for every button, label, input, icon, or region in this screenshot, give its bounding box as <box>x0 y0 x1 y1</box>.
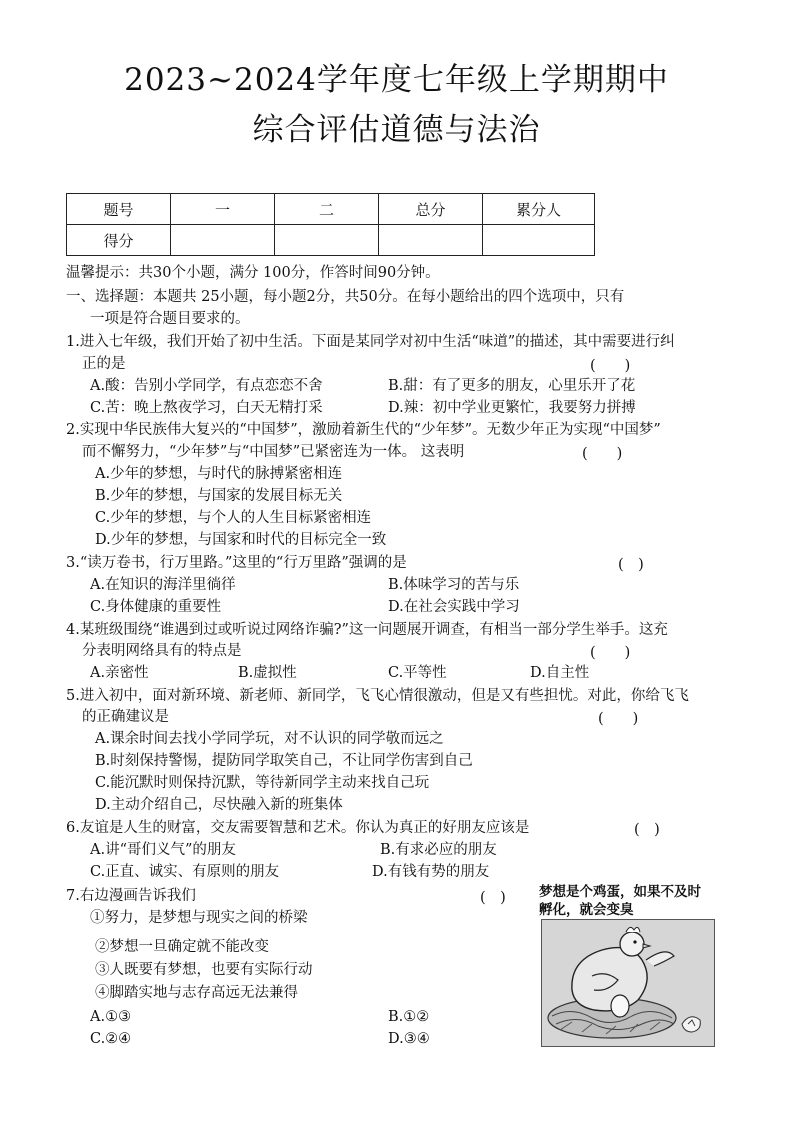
hen-comb <box>626 927 640 932</box>
option-a[interactable]: A.酸：告别小学同学，有点恋恋不舍 <box>90 378 323 394</box>
cartoon-caption <box>539 883 729 919</box>
option-a[interactable]: A.讲“哥们义气”的朋友 <box>90 842 236 858</box>
option-d[interactable]: D.自主性 <box>530 665 590 681</box>
option-c[interactable]: C.②④ <box>90 1031 132 1047</box>
score-input-cell[interactable] <box>275 225 379 256</box>
option-b[interactable]: B.少年的梦想，与国家的发展目标无关 <box>95 488 343 504</box>
option-b[interactable]: B.时刻保持警惕，提防同学取笑自己，不让同学伤害到自己 <box>95 753 473 769</box>
option-c[interactable]: C.正直、诚实、有原则的朋友 <box>90 864 280 880</box>
option-d[interactable]: D.在社会实践中学习 <box>388 599 520 615</box>
section-heading: 一、选择题：本题共 25小题，每小题2分，共50分。在每小题给出的四个选项中，只有 <box>66 289 625 305</box>
score-table <box>66 193 595 256</box>
option-b[interactable]: B.虚拟性 <box>238 665 297 681</box>
question-stem: 6.友谊是人生的财富，交友需要智慧和艺术。你认为真正的好朋友应该是 <box>66 820 530 836</box>
hen-beak <box>643 944 650 948</box>
option-a[interactable]: A.在知识的海洋里徜徉 <box>90 577 236 593</box>
cartoon-caption-line: 梦想是个鸡蛋，如果不及时 <box>539 884 701 900</box>
statement-item: ②梦想一旦确定就不能改变 <box>95 939 269 955</box>
question-stem: 3.“读万卷书，行万里路。”这里的“行万里路”强调的是 <box>66 555 407 571</box>
question-stem: 而不懈努力，“少年梦”与“中国梦”已紧密连为一体。 这表明 <box>82 444 465 460</box>
option-d[interactable]: D.有钱有势的朋友 <box>372 864 490 880</box>
option-c[interactable]: C.平等性 <box>388 665 447 681</box>
option-a[interactable]: A.亲密性 <box>90 665 149 681</box>
score-header-cell: 题号 <box>67 194 171 225</box>
score-table-score-row <box>67 225 595 256</box>
exam-title: 2023~2024学年度七年级上学期期中 <box>124 62 669 98</box>
question-stem: 1.进入七年级，我们开始了初中生活。下面是某同学对初中生活“味道”的描述，其中需要进行纠 <box>66 334 675 350</box>
score-input-cell[interactable] <box>483 225 595 256</box>
option-a[interactable]: A.①③ <box>90 1009 132 1025</box>
option-d[interactable]: D.③④ <box>388 1031 430 1047</box>
score-header-cell: 累分人 <box>483 194 595 225</box>
question-stem: 分表明网络具有的特点是 <box>82 643 242 659</box>
score-input-cell[interactable] <box>379 225 483 256</box>
answer-bracket[interactable]: ( ) <box>618 557 644 573</box>
cartoon-caption-line: 孵化，就会变臭 <box>539 902 634 918</box>
option-c[interactable]: C.苦：晚上熬夜学习，白天无精打采 <box>90 400 323 416</box>
statement-item: ④脚踏实地与志存高远无法兼得 <box>95 985 298 1001</box>
option-b[interactable]: B.有求必应的朋友 <box>380 842 497 858</box>
score-header-cell: 总分 <box>379 194 483 225</box>
score-header-cell: 二 <box>275 194 379 225</box>
hen-eye <box>633 940 636 943</box>
question-stem: 7.右边漫画告诉我们 <box>66 888 196 904</box>
option-b[interactable]: B.①② <box>388 1009 430 1025</box>
answer-bracket[interactable]: ( ) <box>590 645 631 661</box>
option-b[interactable]: B.体味学习的苦与乐 <box>388 577 520 593</box>
answer-bracket[interactable]: ( ) <box>480 890 506 906</box>
hen-tail <box>646 952 674 966</box>
answer-bracket[interactable]: ( ) <box>598 711 639 727</box>
question-stem: 4.某班级围绕“谁遇到过或听说过网络诈骗?”这一问题展开调查，有相当一部分学生举手。这充 <box>66 622 668 638</box>
answer-bracket[interactable]: ( ) <box>582 446 623 462</box>
hen-body <box>572 948 647 1011</box>
hen-head <box>620 932 644 956</box>
option-a[interactable]: A.少年的梦想，与时代的脉搏紧密相连 <box>95 466 343 482</box>
cartoon-illustration <box>541 919 715 1047</box>
option-d[interactable]: D.少年的梦想，与国家和时代的目标完全一致 <box>95 532 387 548</box>
answer-bracket[interactable]: ( ) <box>590 358 631 374</box>
option-a[interactable]: A.课余时间去找小学同学玩，对不认识的同学敬而远之 <box>95 731 444 747</box>
hen-on-nest-illustration <box>542 920 714 1046</box>
answer-bracket[interactable]: ( ) <box>634 822 660 838</box>
exam-tip: 温馨提示：共30个小题，满分 100分，作答时间90分钟。 <box>66 265 440 281</box>
section-heading-cont: 一项是符合题目要求的。 <box>90 311 250 327</box>
option-c[interactable]: C.身体健康的重要性 <box>90 599 222 615</box>
question-stem: 正的是 <box>82 356 126 372</box>
exam-subtitle: 综合评估道德与法治 <box>252 112 541 148</box>
egg <box>611 995 629 1017</box>
question-stem: 的正确建议是 <box>82 709 169 725</box>
option-c[interactable]: C.能沉默时则保持沉默，等待新同学主动来找自己玩 <box>95 775 430 791</box>
score-header-cell: 一 <box>171 194 275 225</box>
option-b[interactable]: B.甜：有了更多的朋友，心里乐开了花 <box>388 378 636 394</box>
statement-item: ①努力，是梦想与现实之间的桥梁 <box>90 910 308 926</box>
score-input-cell[interactable] <box>171 225 275 256</box>
statement-item: ③人既要有梦想，也要有实际行动 <box>95 962 313 978</box>
question-stem: 2.实现中华民族伟大复兴的“中国梦”，激励着新生代的“少年梦”。无数少年正为实现“中国梦” <box>66 422 661 438</box>
broken-egg <box>682 1017 700 1032</box>
score-row-label: 得分 <box>67 225 171 256</box>
question-stem: 5.进入初中，面对新环境、新老师、新同学，飞飞心情很激动，但是又有些担忧。对此，你给飞飞 <box>66 688 689 704</box>
score-table-header-row <box>67 194 595 225</box>
option-d[interactable]: D.辣：初中学业更繁忙，我要努力拼搏 <box>388 400 636 416</box>
option-c[interactable]: C.少年的梦想，与个人的人生目标紧密相连 <box>95 510 372 526</box>
option-d[interactable]: D.主动介绍自己，尽快融入新的班集体 <box>95 797 343 813</box>
